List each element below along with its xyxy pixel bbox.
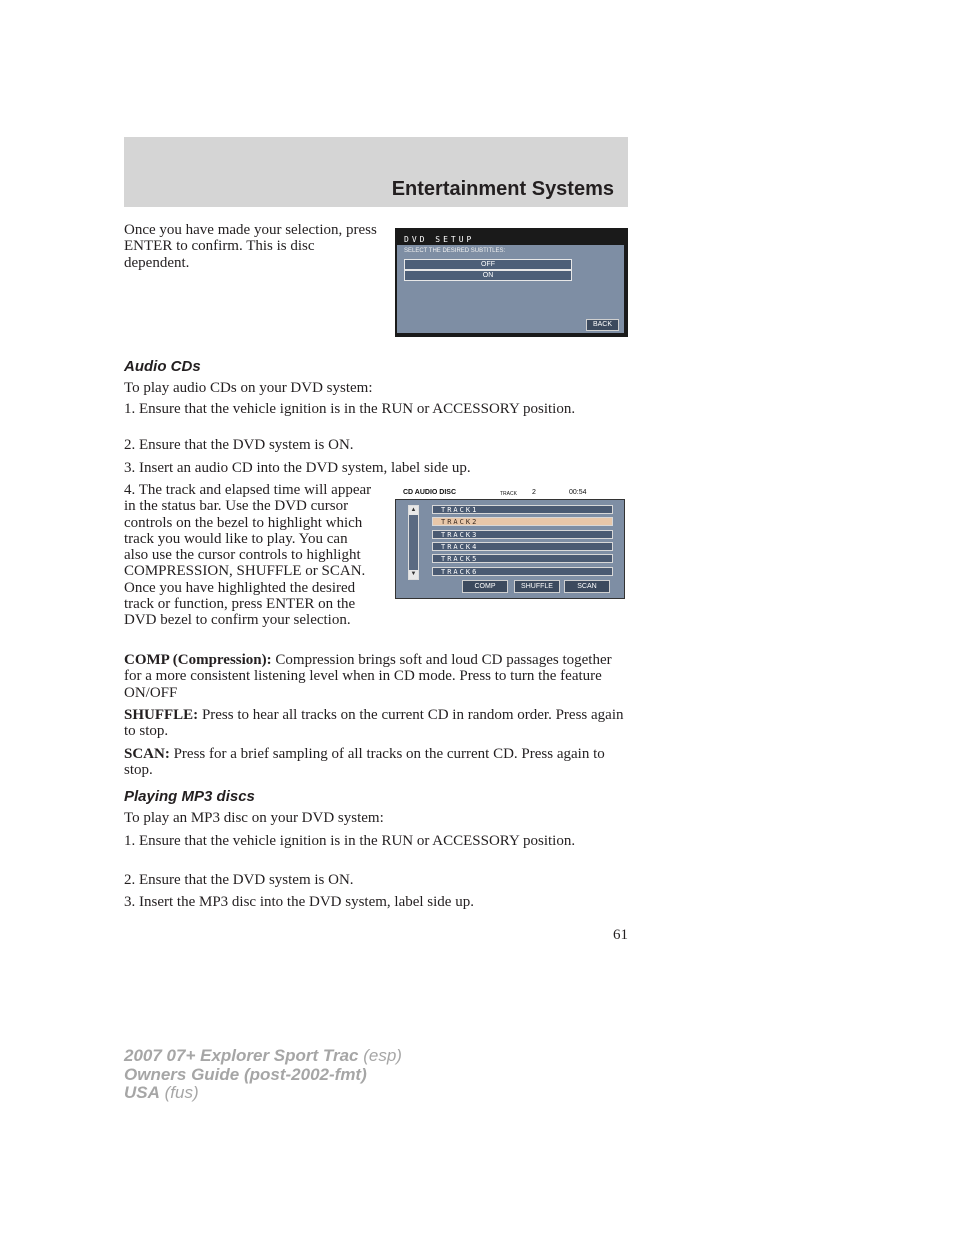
subtitle-prompt: SELECT THE DESIRED SUBTITLES:	[404, 248, 506, 254]
cd-audio-screen	[395, 499, 625, 599]
mp3-step-1: 1. Ensure that the vehicle ignition is in the RUN or ACCESSORY position.	[124, 833, 576, 849]
shuffle-term: SHUFFLE:	[124, 707, 199, 723]
scroll-up-icon[interactable]: ▲	[410, 507, 417, 513]
section-title: Entertainment Systems	[391, 178, 614, 200]
shuffle-text: Press to hear all tracks on the current CD in random order. Press again to stop.	[124, 707, 624, 740]
footer-model: 2007 07+ Explorer Sport Trac	[124, 1046, 359, 1065]
comp-definition	[124, 652, 628, 701]
footer-market-code: (fus)	[159, 1083, 199, 1102]
track-item[interactable]: TRACK6	[432, 567, 613, 576]
footer-guide: Owners Guide (post-2002-fmt)	[124, 1064, 367, 1084]
footer-line-2	[124, 1066, 402, 1085]
back-button[interactable]: BACK	[586, 319, 619, 331]
audio-step-2: 2. Ensure that the DVD system is ON.	[124, 437, 354, 453]
scan-term: SCAN:	[124, 746, 170, 762]
footer-line-3	[124, 1084, 402, 1103]
track-scrollbar[interactable]	[408, 505, 419, 580]
document-footer	[124, 1047, 402, 1103]
audio-step-1: 1. Ensure that the vehicle ignition is in the RUN or ACCESSORY position.	[124, 401, 576, 417]
footer-line-1	[124, 1047, 402, 1066]
mp3-intro: To play an MP3 disc on your DVD system:	[124, 810, 384, 826]
shuffle-definition	[124, 707, 628, 740]
scan-text: Press for a brief sampling of all tracks on the current CD. Press again to stop.	[124, 746, 605, 779]
track-item[interactable]: TRACK3	[432, 530, 613, 539]
track-item[interactable]: TRACK5	[432, 554, 613, 563]
page-number: 61	[613, 927, 628, 943]
scan-definition	[124, 746, 628, 779]
footer-market: USA	[124, 1083, 160, 1102]
track-item[interactable]: TRACK4	[432, 542, 613, 551]
cd-track-label: TRACK	[500, 491, 517, 497]
audio-cds-intro: To play audio CDs on your DVD system:	[124, 380, 373, 396]
footer-model-code: (esp)	[358, 1046, 402, 1065]
scroll-down-icon[interactable]: ▼	[410, 571, 417, 577]
mp3-step-2: 2. Ensure that the DVD system is ON.	[124, 872, 354, 888]
audio-cds-heading: Audio CDs	[124, 358, 201, 375]
comp-term: COMP (Compression):	[124, 652, 272, 668]
dvd-setup-panel	[397, 245, 624, 333]
cd-screen-title: CD AUDIO DISC	[403, 489, 457, 496]
subtitle-option-on[interactable]: ON	[404, 270, 572, 281]
audio-step-3: 3. Insert an audio CD into the DVD system, label side up.	[124, 460, 471, 476]
mp3-step-3: 3. Insert the MP3 disc into the DVD system, label side up.	[124, 894, 474, 910]
mp3-heading: Playing MP3 discs	[124, 788, 255, 805]
comp-text: Compression brings soft and loud CD passages together for a more consistent listening level when in CD mode. Press to turn the feature ON/OFF	[124, 652, 612, 701]
scan-button[interactable]: SCAN	[564, 580, 610, 593]
intro-paragraph: Once you have made your selection, press ENTER to confirm. This is disc dependent.	[124, 222, 377, 271]
cd-track-number: 2	[532, 489, 536, 496]
dvd-setup-screen	[395, 228, 628, 337]
track-item-selected[interactable]: TRACK2	[432, 517, 613, 526]
section-header-bar	[124, 137, 628, 207]
dvd-setup-title: DVD SETUP	[404, 235, 475, 244]
track-item[interactable]: TRACK1	[432, 505, 613, 514]
comp-button[interactable]: COMP	[462, 580, 508, 593]
subtitle-option-off[interactable]: OFF	[404, 259, 572, 270]
audio-step-4: 4. The track and elapsed time will appear in the status bar. Use the DVD cursor controls on the bezel to highlight which track you would like to play. You can also use the cursor controls to highlight COMPRESSION, SHUFFLE or SCAN. Once you have highlighted the desired track or function, press ENTER on the DVD bezel to confirm your selection.	[124, 482, 372, 629]
cd-elapsed-time: 00:54	[569, 489, 587, 496]
shuffle-button[interactable]: SHUFFLE	[514, 580, 560, 593]
